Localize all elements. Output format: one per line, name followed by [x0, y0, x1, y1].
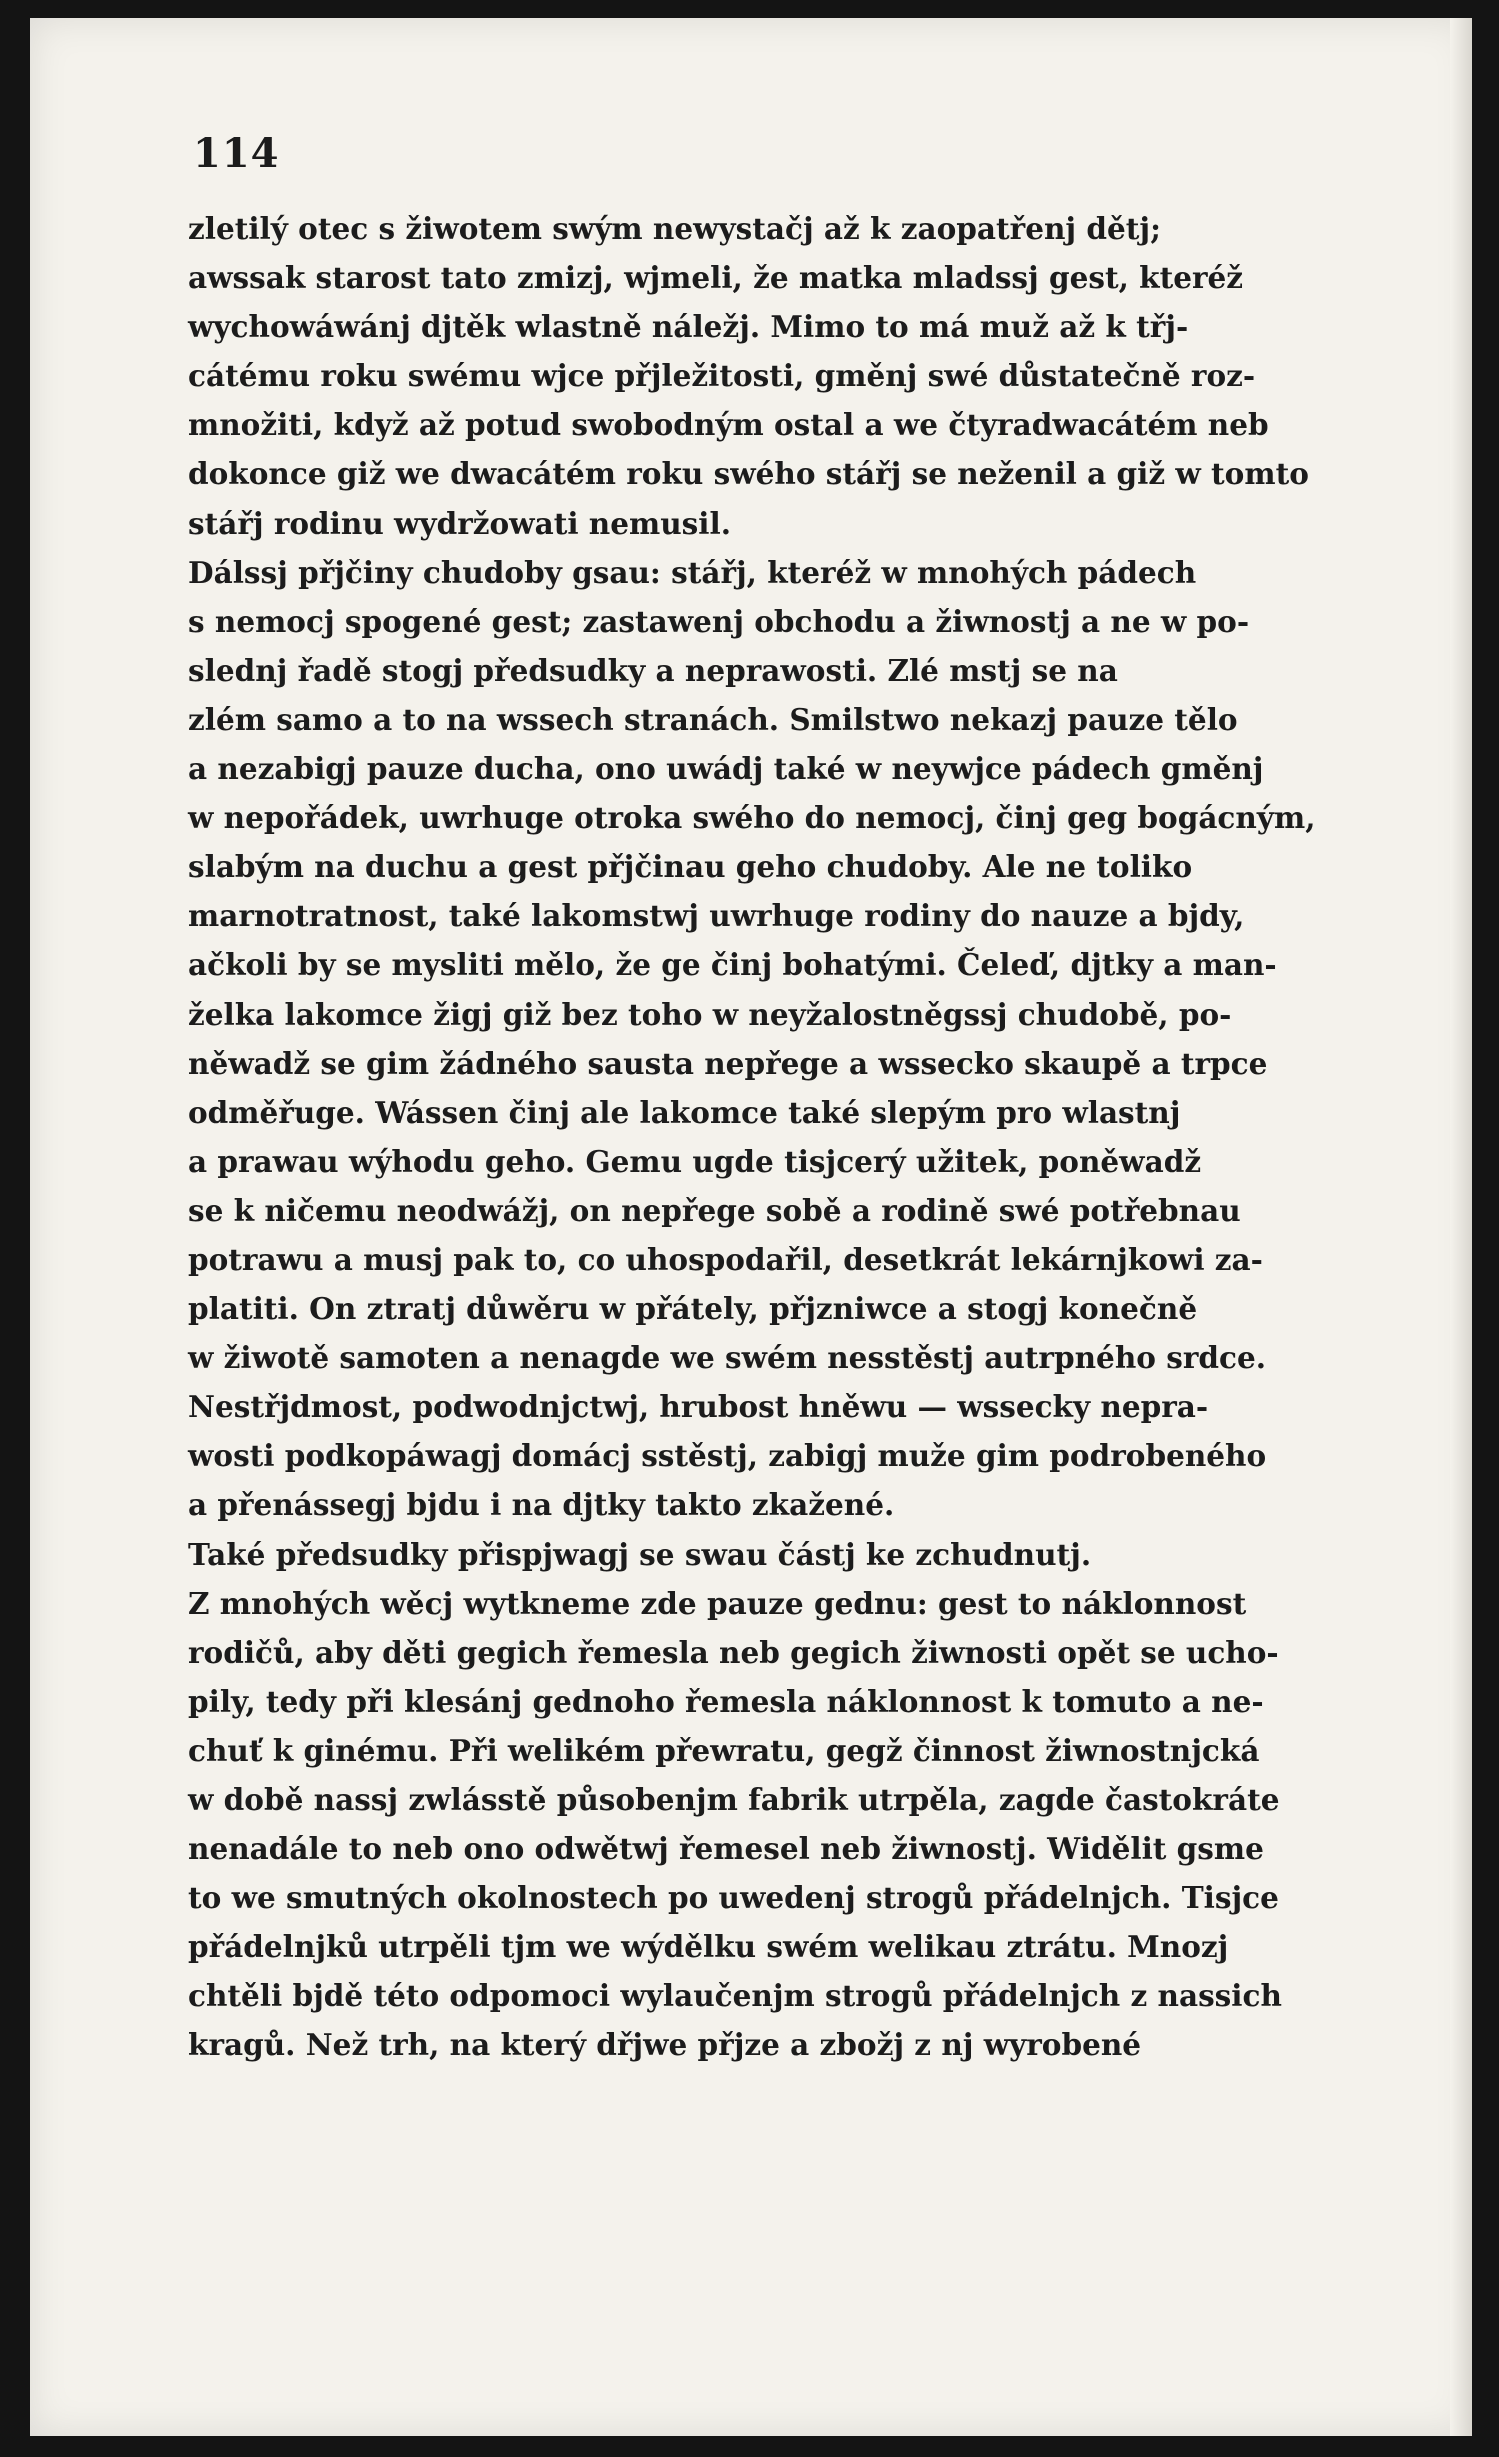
text-line: zlém samo a to na wssech stranách. Smilstwo nekazj pauze tělo	[188, 701, 1238, 737]
text-line: s nemocj spogené gest; zastawenj obchodu a žiwnostj a ne w po-	[188, 603, 1250, 639]
text-line: dokonce giž we dwacátém roku swého stářj se neženil a giž w tomto	[188, 456, 1309, 492]
text-line: Nestřjdmost, podwodnjctwj, hrubost hněwu — wssecky nepra-	[188, 1389, 1209, 1425]
text-line: želka lakomce žigj giž bez toho w neyžalostněgssj chudobě, po-	[188, 996, 1232, 1032]
text-line: něwadž se gim žádného sausta nepřege a wssecko skaupě a trpce	[188, 1045, 1268, 1081]
text-line: awssak starost tato zmizj, wjmeli, že matka mladssj gest, kteréž	[188, 260, 1244, 296]
text-line: zletilý otec s žiwotem swým newystačj až k zaopatřenj dětj;	[188, 211, 1161, 246]
text-line: w žiwotě samoten a nenagde we swém nesstěstj autrpného srdce.	[188, 1340, 1266, 1376]
text-line: rodičů, aby děti gegich řemesla neb gegich žiwnosti opět se ucho-	[188, 1634, 1279, 1670]
text-line: w nepořádek, uwrhuge otroka swého do nemocj, činj geg bogácným,	[188, 800, 1316, 836]
text-line: slednj řadě stogj předsudky a neprawosti. Zlé mstj se na	[188, 652, 1118, 688]
page-text-body	[188, 204, 1488, 2070]
text-line: chuť k ginému. Při welikém přewratu, gegž činnost žiwnostnjcká	[188, 1732, 1260, 1768]
text-line: se k ničemu neodwážj, on nepřege sobě a rodině swé potřebnau	[188, 1192, 1241, 1228]
page-number: 114	[193, 130, 280, 177]
text-line: w době nassj zwlásstě působenjm fabrik utrpěla, zagde častokráte	[188, 1782, 1280, 1817]
text-line: kragů. Než trh, na který dřjwe přjze a zbožj z nj wyrobené	[188, 2027, 1142, 2063]
text-line: chtěli bjdě této odpomoci wylaučenjm strogů přádelnjch z nassich	[188, 1978, 1282, 2014]
text-line: nenadále to neb ono odwětwj řemesel neb žiwnostj. Widělit gsme	[188, 1831, 1264, 1867]
text-line: wosti podkopáwagj domácj sstěstj, zabigj muže gim podrobeného	[188, 1438, 1267, 1474]
text-line: a přenássegj bjdu i na djtky takto zkažené.	[188, 1487, 895, 1523]
text-line: potrawu a musj pak to, co uhospodařil, desetkrát lekárnjkowi za-	[188, 1241, 1263, 1277]
text-line: stářj rodinu wydržowati nemusil.	[188, 505, 731, 541]
text-line: marnotratnost, také lakomstwj uwrhuge rodiny do nauze a bjdy,	[188, 898, 1245, 934]
text-line: Z mnohých wěcj wytkneme zde pauze gednu: gest to náklonnost	[188, 1585, 1247, 1621]
text-line: Také předsudky přispjwagj se swau částj ke zchudnutj.	[188, 1536, 1092, 1572]
text-line: pily, tedy při klesánj gednoho řemesla náklonnost k tomuto a ne-	[188, 1683, 1264, 1719]
text-line: wychowáwánj djtěk wlastně náležj. Mimo to má muž až k třj-	[188, 309, 1189, 345]
text-line: to we smutných okolnostech po uwedenj strogů přádelnjch. Tisjce	[188, 1880, 1279, 1916]
text-line: Dálssj přjčiny chudoby gsau: stářj, kteréž w mnohých pádech	[188, 554, 1197, 590]
text-line: přádelnjků utrpěli tjm we wýdělku swém welikau ztrátu. Mnozj	[188, 1929, 1229, 1965]
text-line: cátému roku swému wjce přjležitosti, gměnj swé důstatečně roz-	[188, 358, 1256, 394]
text-line: a nezabigj pauze ducha, ono uwádj také w neywjce pádech gměnj	[188, 751, 1264, 787]
text-line: množiti, když až potud swobodným ostal a we čtyradwacátém neb	[188, 407, 1269, 443]
text-line: ačkoli by se mysliti mělo, že ge činj bohatými. Čeleď, djtky a man-	[188, 947, 1277, 983]
text-line: odměřuge. Wássen činj ale lakomce také slepým pro wlastnj	[188, 1094, 1181, 1130]
text-line: a prawau wýhodu geho. Gemu ugde tisjcerý užitek, poněwadž	[188, 1143, 1202, 1179]
book-page	[30, 18, 1472, 2436]
text-line: slabým na duchu a gest přjčinau geho chudoby. Ale ne toliko	[188, 849, 1193, 885]
text-line: platiti. On ztratj důwěru w přátely, přjzniwce a stogj konečně	[188, 1291, 1198, 1327]
